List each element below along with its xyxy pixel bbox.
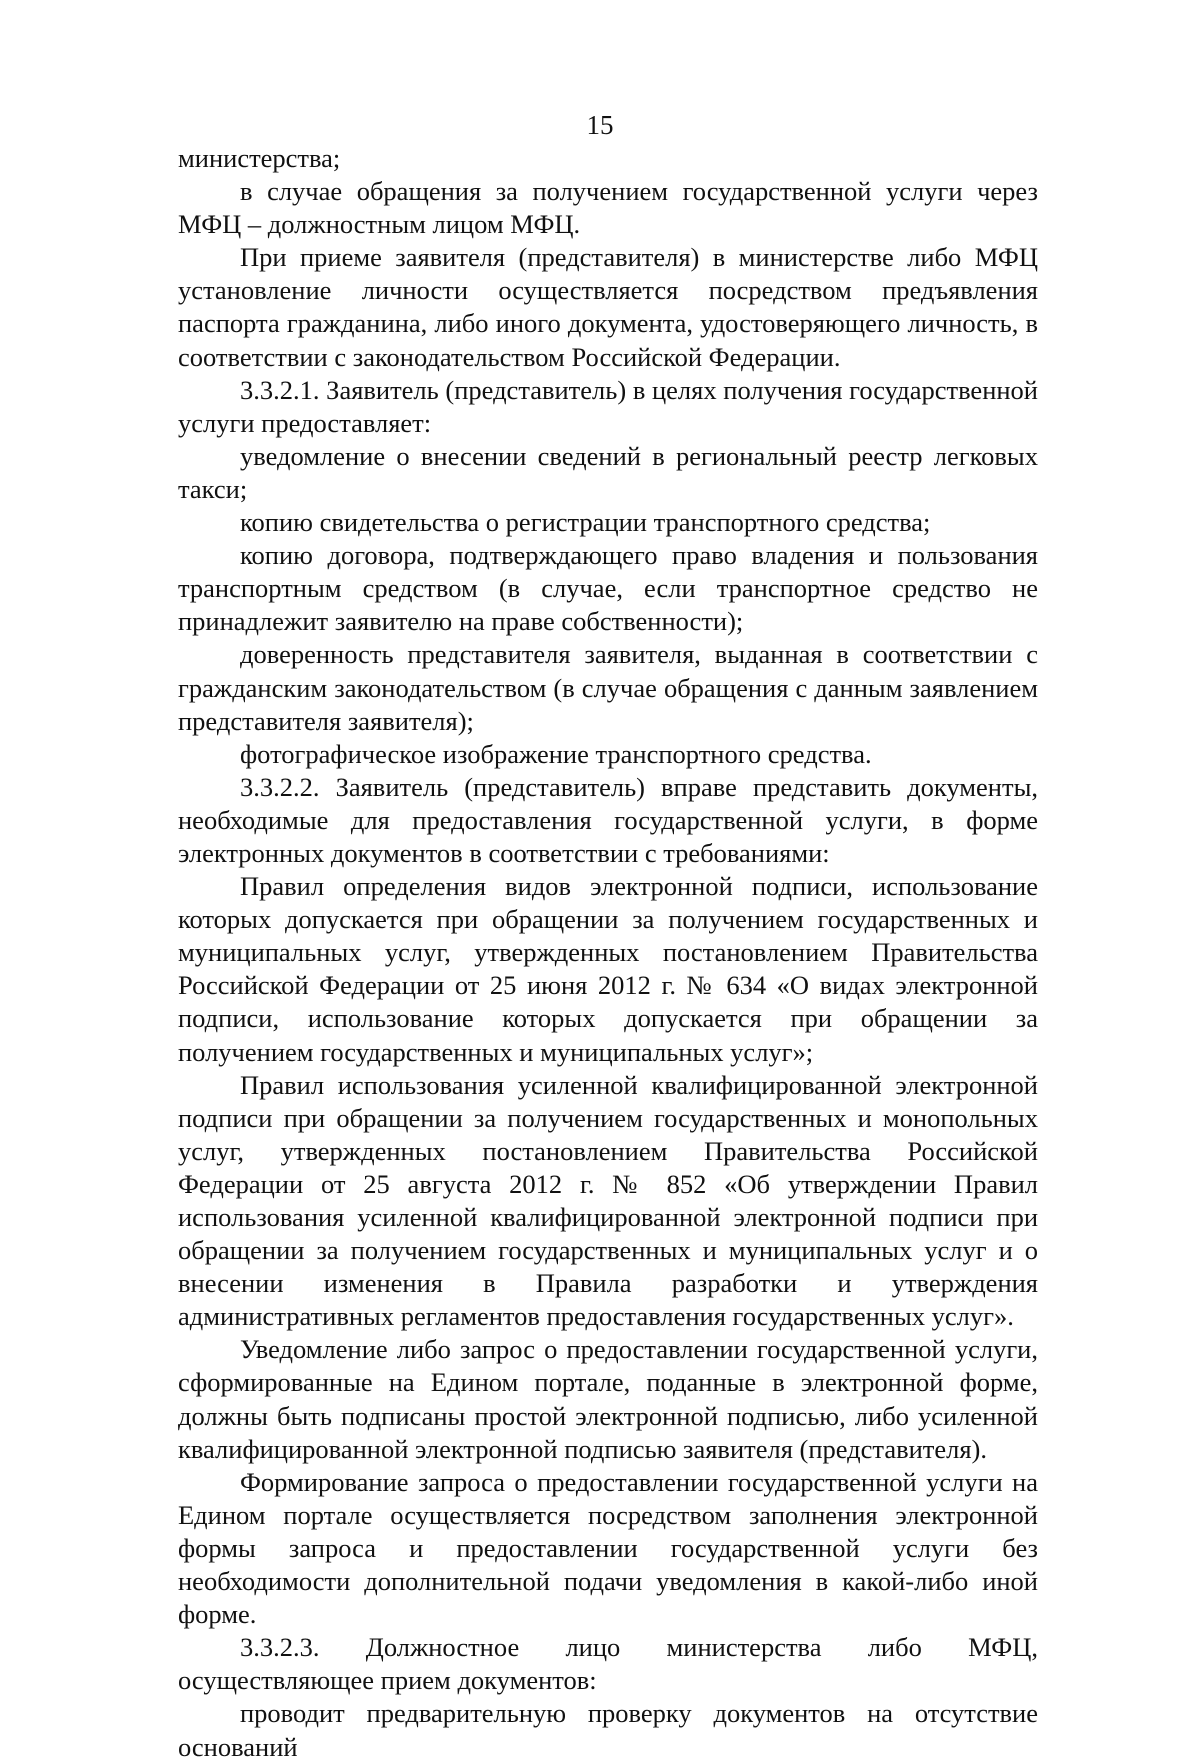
- paragraph: 3.3.2.2. Заявитель (представитель) вправе представить документы, необходимые для предоставления государственной услуги, в форме электронных документов в соответствии с требованиями:: [178, 771, 1038, 868]
- paragraph: Формирование запроса о предоставлении государственной услуги на Едином портале осуществляется посредством заполнения электронной формы запроса и предоставлении государственной услуги без необходимости дополнительной подачи уведомления в какой-либо иной форме.: [178, 1466, 1038, 1630]
- paragraph: 3.3.2.1. Заявитель (представитель) в целях получения государственной услуги предоставляет:: [178, 374, 1038, 438]
- paragraph: 3.3.2.3. Должностное лицо министерства либо МФЦ, осуществляющее прием документов:: [178, 1632, 1038, 1696]
- paragraph: Правил определения видов электронной подписи, использование которых допускается при обращении за получением государственных и муниципальных услуг, утвержденных постановлением Правительства Российской Федерации от 25 июня 2012 г. № 634 «О видах электронной подписи, использование которых допускается при обращении за получением государственных и муниципальных услуг»;: [178, 871, 1038, 1067]
- paragraph: копию свидетельства о регистрации транспортного средства;: [240, 507, 931, 538]
- paragraph: проводит предварительную проверку документов на отсутствие оснований: [178, 1698, 1038, 1762]
- paragraph: министерства;: [178, 143, 341, 173]
- paragraph: доверенность представителя заявителя, выданная в соответствии с гражданским законодательством (в случае обращения с данным заявлением представителя заявителя);: [178, 639, 1038, 736]
- paragraph: копию договора, подтверждающего право владения и пользования транспортным средством (в случае, если транспортное средство не принадлежит заявителю на праве собственности);: [178, 540, 1038, 637]
- page-number: 15: [586, 110, 614, 140]
- document-body: [178, 142, 1038, 1764]
- paragraph: Правил использования усиленной квалифицированной электронной подписи при обращении за получением государственных и монопольных услуг, утвержденных постановлением Правительства Российской Федерации от 25 августа 2012 г. № 852 «Об утверждении Правил использования усиленной квалифицированной электронной подписи при обращении за получением государственных и муниципальных услуг и о внесении изменения в Правила разработки и утверждения административных регламентов предоставления государственных услуг».: [178, 1069, 1038, 1332]
- paragraph: уведомление о внесении сведений в региональный реестр легковых такси;: [178, 440, 1038, 504]
- paragraph: фотографическое изображение транспортного средства.: [240, 738, 872, 769]
- paragraph: Уведомление либо запрос о предоставлении государственной услуги, сформированные на Едином портале, поданные в электронной форме, должны быть подписаны простой электронной подписью, либо усиленной квалифицированной электронной подписью заявителя (представителя).: [178, 1334, 1038, 1464]
- paragraph: При приеме заявителя (представителя) в министерстве либо МФЦ установление личности осуществляется посредством предъявления паспорта гражданина, либо иного документа, удостоверяющего личность, в соответствии с законодательством Российской Федерации.: [178, 242, 1038, 372]
- paragraph: в случае обращения за получением государственной услуги через МФЦ – должностным лицом МФЦ.: [178, 176, 1038, 240]
